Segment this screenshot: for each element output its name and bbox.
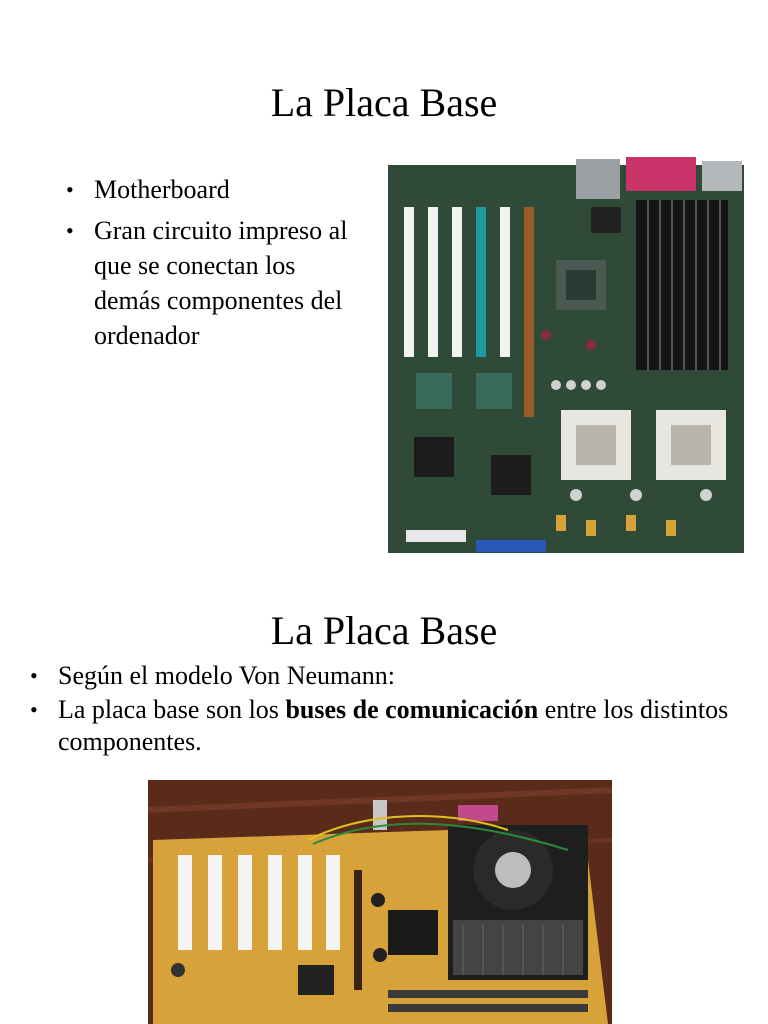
- motherboard-photo: [386, 155, 746, 555]
- slide-1-bullet-list: [66, 172, 366, 359]
- bullet-text-bold: buses de comunicación: [285, 695, 539, 724]
- bullet-item: [30, 660, 750, 692]
- bullet-item: [66, 172, 366, 207]
- bullet-icon: •: [30, 697, 38, 722]
- slide-2-title: La Placa Base: [270, 608, 498, 653]
- bullet-icon: •: [30, 663, 38, 688]
- motherboard-cpu-cooler-photo: [148, 780, 612, 1024]
- bullet-text-post: entre los distintos componentes.: [58, 695, 729, 756]
- bullet-text-pre: La placa base son los: [58, 695, 286, 724]
- bullet-icon: •: [66, 177, 74, 202]
- slide-2-bullet-list: [30, 660, 750, 760]
- slide-1-title: La Placa Base: [270, 80, 498, 125]
- bullet-item: [66, 213, 366, 353]
- bullet-item: [30, 694, 750, 758]
- bullet-icon: •: [66, 218, 74, 243]
- bullet-text: Gran circuito impreso al que se conectan los demás componentes del ordenador: [94, 216, 348, 350]
- slide-2: [0, 580, 768, 1024]
- bullet-text: Motherboard: [94, 175, 230, 204]
- bullet-text: Según el modelo Von Neumann:: [58, 661, 396, 690]
